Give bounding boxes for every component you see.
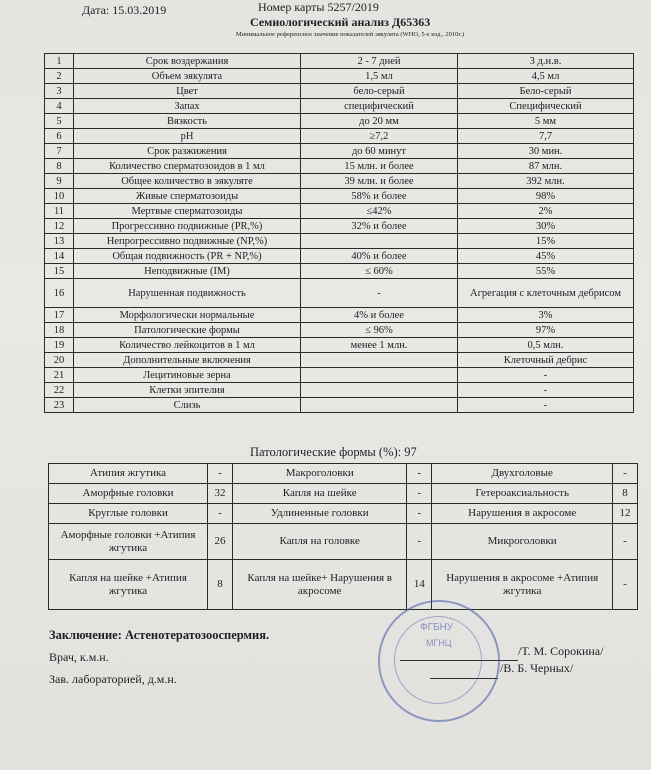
parameter-row — [45, 144, 634, 159]
form-value: 14 — [407, 560, 432, 610]
parameter-row — [45, 174, 634, 189]
parameter-row — [45, 84, 634, 99]
parameter-row — [45, 189, 634, 204]
head-name: /В. Б. Черных/ — [500, 661, 574, 675]
reference-value: 39 млн. и более — [301, 174, 458, 189]
row-number: 7 — [45, 144, 74, 159]
parameter-name: Мертвые сперматозоиды — [74, 204, 301, 219]
parameter-name: Дополнительные включения — [74, 353, 301, 368]
parameter-row — [45, 204, 634, 219]
form-value: 8 — [613, 484, 638, 504]
parameter-name: Живые сперматозоиды — [74, 189, 301, 204]
doctor-label: Врач, к.м.н. — [49, 650, 109, 664]
form-row — [49, 560, 638, 610]
card-number: Номер карты 5257/2019 — [258, 0, 379, 14]
parameter-row — [45, 54, 634, 69]
row-number: 11 — [45, 204, 74, 219]
result-value: Бело-серый — [458, 84, 634, 99]
form-value: - — [407, 504, 432, 524]
form-name: Капля на шейке+ Нарушения в акросоме — [233, 560, 407, 610]
parameter-name: Вязкость — [74, 114, 301, 129]
parameter-row — [45, 383, 634, 398]
result-value: Клеточный дебрис — [458, 353, 634, 368]
reference-value: - — [301, 279, 458, 308]
parameter-name: Количество лейкоцитов в 1 мл — [74, 338, 301, 353]
result-value: - — [458, 398, 634, 413]
doctor-name: /Т. М. Сорокина/ — [518, 644, 604, 658]
reference-value — [301, 353, 458, 368]
parameter-row — [45, 219, 634, 234]
form-value: - — [208, 464, 233, 484]
form-name: Круглые головки — [49, 504, 208, 524]
reference-value: 58% и более — [301, 189, 458, 204]
parameter-name: Нарушенная подвижность — [74, 279, 301, 308]
reference-value: ≤ 96% — [301, 323, 458, 338]
form-row — [49, 504, 638, 524]
head-label: Зав. лабораторией, д.м.н. — [49, 672, 177, 686]
form-name: Капля на головке — [233, 524, 407, 560]
row-number: 4 — [45, 99, 74, 114]
parameter-row — [45, 308, 634, 323]
form-name: Нарушения в акросоме +Атипия жгутика — [432, 560, 613, 610]
reference-value: 32% и более — [301, 219, 458, 234]
parameter-name: Слизь — [74, 398, 301, 413]
parameter-name: Лецитиновые зерна — [74, 368, 301, 383]
forms-table — [48, 463, 638, 610]
result-value: - — [458, 383, 634, 398]
parameter-row — [45, 264, 634, 279]
parameter-row — [45, 114, 634, 129]
row-number: 20 — [45, 353, 74, 368]
reference-value: менее 1 млн. — [301, 338, 458, 353]
row-number: 12 — [45, 219, 74, 234]
parameter-name: Объем эякулята — [74, 69, 301, 84]
parameter-name: Количество сперматозоидов в 1 мл — [74, 159, 301, 174]
form-name: Микроголовки — [432, 524, 613, 560]
reference-value: специфический — [301, 99, 458, 114]
row-number: 23 — [45, 398, 74, 413]
form-value: - — [407, 464, 432, 484]
form-value: 12 — [613, 504, 638, 524]
result-value: 30 мин. — [458, 144, 634, 159]
form-name: Макроголовки — [233, 464, 407, 484]
form-name: Капля на шейке — [233, 484, 407, 504]
form-name: Удлиненные головки — [233, 504, 407, 524]
form-value: - — [613, 464, 638, 484]
reference-value: 4% и более — [301, 308, 458, 323]
reference-value: до 60 минут — [301, 144, 458, 159]
parameter-name: Прогрессивно подвижные (PR,%) — [74, 219, 301, 234]
row-number: 6 — [45, 129, 74, 144]
row-number: 3 — [45, 84, 74, 99]
result-value: Специфический — [458, 99, 634, 114]
parameter-name: Цвет — [74, 84, 301, 99]
row-number: 21 — [45, 368, 74, 383]
form-value: - — [407, 484, 432, 504]
form-name: Двухголовые — [432, 464, 613, 484]
parameter-name: Патологические формы — [74, 323, 301, 338]
result-value: 87 млн. — [458, 159, 634, 174]
reference-value — [301, 368, 458, 383]
parameter-row — [45, 279, 634, 308]
parameter-row — [45, 323, 634, 338]
form-name: Аморфные головки — [49, 484, 208, 504]
form-name: Аморфные головки +Атипия жгутика — [49, 524, 208, 560]
reference-value: 2 - 7 дней — [301, 54, 458, 69]
reference-value: бело-серый — [301, 84, 458, 99]
row-number: 9 — [45, 174, 74, 189]
result-value: 4,5 мл — [458, 69, 634, 84]
result-value: 30% — [458, 219, 634, 234]
form-value: - — [208, 504, 233, 524]
result-value: 392 млн. — [458, 174, 634, 189]
pathological-forms-title: Патологические формы (%): 97 — [250, 445, 417, 459]
row-number: 19 — [45, 338, 74, 353]
form-name: Гетероаксиальность — [432, 484, 613, 504]
form-name: Нарушения в акросоме — [432, 504, 613, 524]
parameters-table — [44, 53, 634, 413]
result-value: - — [458, 368, 634, 383]
form-row — [49, 484, 638, 504]
reference-value: 40% и более — [301, 249, 458, 264]
row-number: 5 — [45, 114, 74, 129]
parameter-name: Непрогрессивно подвижные (NP,%) — [74, 234, 301, 249]
result-value: 0,5 млн. — [458, 338, 634, 353]
result-value: 2% — [458, 204, 634, 219]
form-name: Атипия жгутика — [49, 464, 208, 484]
reference-value: до 20 мм — [301, 114, 458, 129]
reference-value — [301, 383, 458, 398]
form-value: 8 — [208, 560, 233, 610]
form-value: 32 — [208, 484, 233, 504]
parameter-row — [45, 338, 634, 353]
form-name: Капля на шейке +Атипия жгутика — [49, 560, 208, 610]
parameter-row — [45, 129, 634, 144]
parameter-name: Неподвижные (IM) — [74, 264, 301, 279]
parameter-row — [45, 99, 634, 114]
row-number: 10 — [45, 189, 74, 204]
reference-subtitle: Минимальное референсное значение показателей эякулята (WHO, 5-е изд., 2010г.) — [235, 31, 465, 38]
reference-value: ≤42% — [301, 204, 458, 219]
reference-value: ≥7,2 — [301, 129, 458, 144]
conclusion: Заключение: Астенотератозооспермия. — [49, 628, 270, 642]
row-number: 13 — [45, 234, 74, 249]
reference-value: 15 млн. и более — [301, 159, 458, 174]
row-number: 15 — [45, 264, 74, 279]
reference-value: ≤ 60% — [301, 264, 458, 279]
parameter-row — [45, 249, 634, 264]
form-row — [49, 524, 638, 560]
parameter-name: Запах — [74, 99, 301, 114]
seal-stamp — [378, 600, 500, 722]
parameter-row — [45, 234, 634, 249]
row-number: 14 — [45, 249, 74, 264]
parameter-name: Клетки эпителия — [74, 383, 301, 398]
result-value: 5 мм — [458, 114, 634, 129]
form-value: - — [613, 560, 638, 610]
row-number: 8 — [45, 159, 74, 174]
form-value: 26 — [208, 524, 233, 560]
form-row — [49, 464, 638, 484]
reference-value — [301, 398, 458, 413]
parameter-name: Срок разжижения — [74, 144, 301, 159]
document-title: Семиологический анализ Д65363 — [250, 15, 431, 29]
parameter-row — [45, 368, 634, 383]
reference-value — [301, 234, 458, 249]
result-value: 15% — [458, 234, 634, 249]
row-number: 1 — [45, 54, 74, 69]
parameter-row — [45, 353, 634, 368]
seal-text-2: МГНЦ — [426, 638, 452, 648]
parameter-row — [45, 398, 634, 413]
row-number: 22 — [45, 383, 74, 398]
parameter-name: Общая подвижность (PR + NP,%) — [74, 249, 301, 264]
result-value: 98% — [458, 189, 634, 204]
row-number: 18 — [45, 323, 74, 338]
result-value: 55% — [458, 264, 634, 279]
result-value: 45% — [458, 249, 634, 264]
result-value: 3 д.н.в. — [458, 54, 634, 69]
form-value: - — [613, 524, 638, 560]
reference-value: 1,5 мл — [301, 69, 458, 84]
row-number: 2 — [45, 69, 74, 84]
date-text: Дата: 15.03.2019 — [82, 3, 167, 17]
result-value: Агрегация с клеточным дебрисом — [458, 279, 634, 308]
result-value: 7,7 — [458, 129, 634, 144]
parameter-row — [45, 159, 634, 174]
result-value: 3% — [458, 308, 634, 323]
row-number: 17 — [45, 308, 74, 323]
parameter-name: Общее количество в эякуляте — [74, 174, 301, 189]
row-number: 16 — [45, 279, 74, 308]
parameter-row — [45, 69, 634, 84]
parameter-name: Морфологически нормальные — [74, 308, 301, 323]
form-value: - — [407, 524, 432, 560]
parameter-name: Срок воздержания — [74, 54, 301, 69]
result-value: 97% — [458, 323, 634, 338]
seal-text-1: ФГБНУ — [420, 622, 454, 633]
parameter-name: pH — [74, 129, 301, 144]
